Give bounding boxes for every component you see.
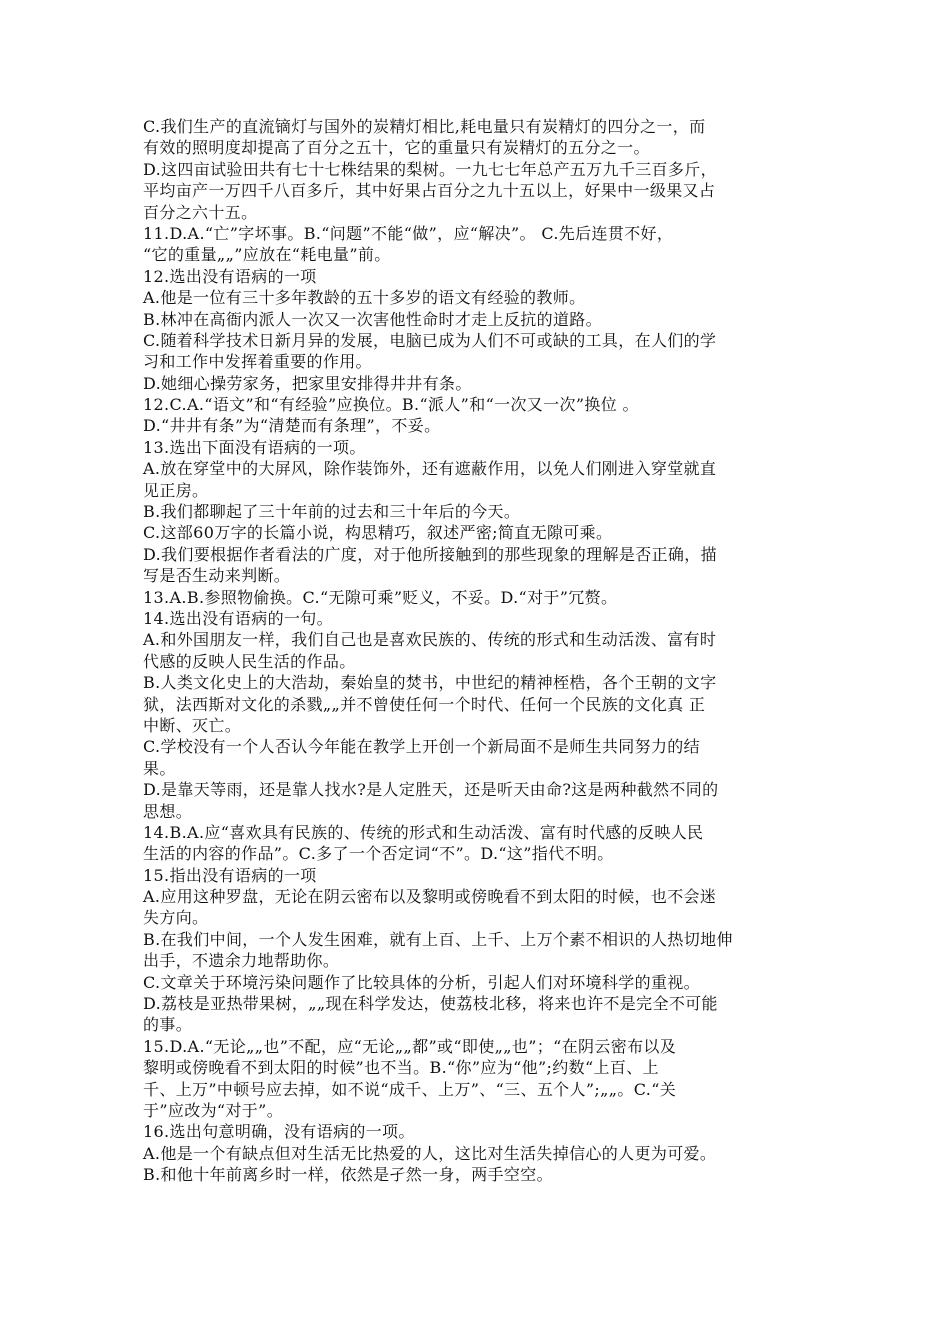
text-line: C.随着科学技术日新月异的发展，电脑已成为人们不可或缺的工具，在人们的学 <box>143 330 717 350</box>
text-line: 写是否生动来判断。 <box>143 566 291 586</box>
text-line: D.荔枝是亚热带果树，„„现在科学发达，使荔枝北移，将来也许不是完全不可能 <box>143 994 718 1014</box>
text-line: A.他是一个有缺点但对生活无比热爱的人，这比对生活失掉信心的人更为可爱。 <box>143 1143 717 1163</box>
text-line: D.“井井有条”为“清楚而有条理”，不妥。 <box>143 416 441 436</box>
text-line: 13.选出下面没有语病的一项。 <box>143 437 366 457</box>
text-line: 16.选出句意明确，没有语病的一项。 <box>143 1122 415 1142</box>
text-line: 的事。 <box>143 1015 193 1035</box>
text-line: C.这部60万字的长篇小说，构思精巧，叙述严密;简直无隙可乘。 <box>143 523 613 543</box>
text-line: 见正房。 <box>143 480 209 500</box>
text-line: B.和他十年前离乡时一样，依然是孑然一身，两手空空。 <box>143 1165 553 1185</box>
text-line: 平均亩产一万四千八百多斤，其中好果占百分之九十五以上，好果中一级果又占 <box>143 181 716 201</box>
text-line: A.放在穿堂中的大屏风，除作装饰外，还有遮蔽作用，以免人们刚进入穿堂就直 <box>143 459 717 479</box>
text-line: B.人类文化史上的大浩劫，秦始皇的焚书，中世纪的精神桎梏，各个王朝的文字 <box>143 673 717 693</box>
text-line: A.他是一位有三十多年教龄的五十多岁的语文有经验的教师。 <box>143 288 586 308</box>
text-line: 11.D.A.“亡”字坏事。B.“问题”不能“做”，应“解决”。 C.先后连贯不好， <box>143 223 674 243</box>
text-line: 14.B.A.应“喜欢具有民族的、传统的形式和生动活泼、富有时代感的反映人民 <box>143 822 704 842</box>
text-line: 14.选出没有语病的一句。 <box>143 608 333 628</box>
text-line: 代感的反映人民生活的作品。 <box>143 651 356 671</box>
text-line: “它的重量„„”应放在“耗电量”前。 <box>143 245 391 265</box>
text-line: D.是靠天等雨，还是靠人找水?是人定胜天，还是听天由命?这是两种截然不同的 <box>143 780 719 800</box>
text-line: B.林冲在高衙内派人一次又一次害他性命时才走上反抗的道路。 <box>143 309 602 329</box>
text-line: 12.C.A.“语文”和“有经验”应换位。B.“派人”和“一次又一次”换位 。 <box>143 395 639 415</box>
text-line: 黎明或傍晚看不到太阳的时候”也不当。B.“你”应为“他”;约数“上百、上 <box>143 1058 659 1078</box>
text-line: 百分之六十五。 <box>143 202 258 222</box>
text-line: 于”应改为“对于”。 <box>143 1100 284 1120</box>
text-line: A.应用这种罗盘，无论在阴云密布以及黎明或傍晚看不到太阳的时候，也不会迷 <box>143 887 717 907</box>
text-line: 千、上万”中顿号应去掉，如不说“成千、上万”、“三、五个人”;„„。C.“关 <box>143 1079 677 1099</box>
text-line: C.文章关于环境污染问题作了比较具体的分析，引起人们对环境科学的重视。 <box>143 972 701 992</box>
text-line: 15.D.A.“无论„„也”不配，应“无论„„都”或“即使„„也”；“在阴云密布以及 <box>143 1036 677 1056</box>
text-line: C.学校没有一个人否认今年能在教学上开创一个新局面不是师生共同努力的结 <box>143 737 701 757</box>
text-line: 12.选出没有语病的一项 <box>143 266 317 286</box>
text-line: 生活的内容的作品”。C.多了一个否定词“不”。D.“这”指代不明。 <box>143 844 614 864</box>
text-line: B.我们都聊起了三十年前的过去和三十年后的今天。 <box>143 502 521 522</box>
text-line: 狱，法西斯对文化的杀戮„„并不曾使任何一个时代、任何一个民族的文化真 正 <box>143 694 706 714</box>
text-line: C.我们生产的直流镝灯与国外的炭精灯相比,耗电量只有炭精灯的四分之一，而 <box>143 117 706 136</box>
text-line: 果。 <box>143 758 176 778</box>
text-line: 中断、灭亡。 <box>143 715 242 735</box>
text-line: 思想。 <box>143 801 193 821</box>
document-body <box>143 116 813 1186</box>
text-line: D.我们要根据作者看法的广度，对于他所接触到的那些现象的理解是否正确，描 <box>143 544 717 564</box>
text-line: D.她细心操劳家务，把家里安排得井井有条。 <box>143 373 472 393</box>
text-line: 习和工作中发挥着重要的作用。 <box>143 352 372 372</box>
text-line: D.这四亩试验田共有七十七株结果的梨树。一九七七年总产五万九千三百多斤， <box>143 159 717 179</box>
text-line: 13.A.B.参照物偷换。C.“无隙可乘”贬义，不妥。D.“对于”冗赘。 <box>143 587 618 607</box>
text-line: 失方向。 <box>143 908 209 928</box>
text-line: 15.指出没有语病的一项 <box>143 865 317 885</box>
text-line: 有效的照明度却提高了百分之五十，它的重量只有炭精灯的五分之一。 <box>143 138 650 158</box>
text-line: 出手，不遗余力地帮助你。 <box>143 951 340 971</box>
text-line: A.和外国朋友一样，我们自己也是喜欢民族的、传统的形式和生动活泼、富有时 <box>143 630 717 650</box>
text-line: B.在我们中间，一个人发生困难，就有上百、上千、上万个素不相识的人热切地伸 <box>143 929 733 949</box>
